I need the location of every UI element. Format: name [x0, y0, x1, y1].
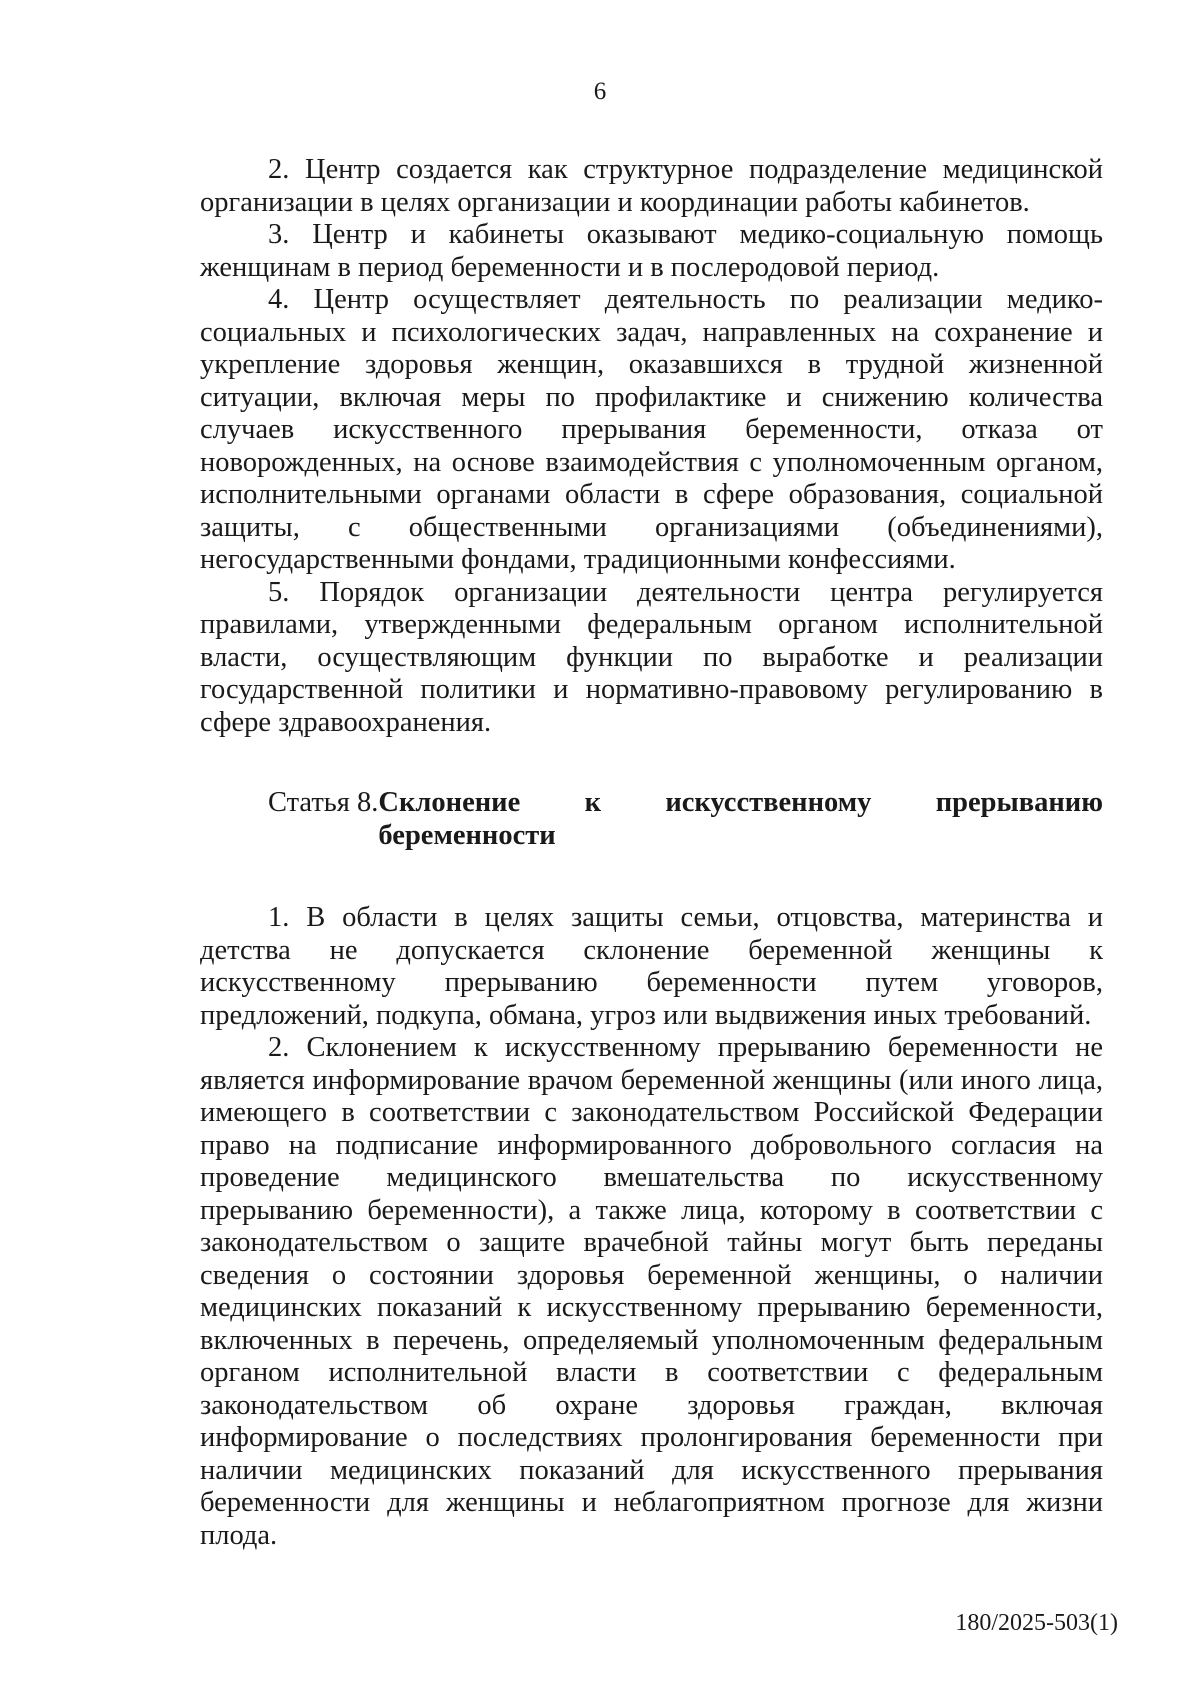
paragraph-2: 2. Центр создается как структурное подразделение медицинской организации в целях организации и координации работы кабинетов.	[200, 154, 1103, 218]
document-body	[200, 154, 1103, 1552]
paragraph-4: 4. Центр осуществляет деятельность по реализации медико-социальных и психологических задач, направленных на сохранение и укрепление здоровья женщин, оказавшихся в трудной жизненной ситуации, включая меры по профилактике и снижению количества случаев искусственного прерывания беременности, отказа от новорожденных, на основе взаимодействия с уполномоченным органом, исполнительными органами области в сфере образования, социальной защиты, с общественными организациями (объединениями), негосударственными фондами, традиционными конфессиями.	[200, 284, 1103, 575]
paragraph-5: 5. Порядок организации деятельности центра регулируется правилами, утвержденными федеральным органом исполнительной власти, осуществляющим функции по выработке и реализации государственной политики и нормативно-правовому регулированию в сфере здравоохранения.	[200, 576, 1103, 738]
article-heading	[268, 787, 1103, 852]
article-title: Склонение к искусственному прерыванию беременности	[378, 787, 1103, 851]
document-code: 180/2025-503(1)	[955, 1610, 1118, 1636]
article-paragraph-2: 2. Склонением к искусственному прерыванию беременности не является информирование врачом беременной женщины (или иного лица, имеющего в соответствии с законодательством Российской Федерации право на подписание информированного добровольного согласия на проведение медицинского вмешательства по искусственному прерыванию беременности), а также лица, которому в соответствии с законодательством о защите врачебной тайны могут быть переданы сведения о состоянии здоровья беременной женщины, о наличии медицинских показаний к искусственному прерыванию беременности, включенных в перечень, определяемый уполномоченным федеральным органом исполнительной власти в соответствии с федеральным законодательством об охране здоровья граждан, включая информирование о последствиях пролонгирования беременности при наличии медицинских показаний для искусственного прерывания беременности для женщины и неблагоприятном прогнозе для жизни плода.	[200, 1032, 1103, 1551]
article-label: Статья 8.	[268, 787, 379, 818]
page-number: 6	[593, 78, 607, 105]
paragraph-3: 3. Центр и кабинеты оказывают медико-социальную помощь женщинам в период беременности и в послеродовой период.	[200, 219, 1103, 283]
article-paragraph-1: 1. В области в целях защиты семьи, отцовства, материнства и детства не допускается склонение беременной женщины к искусственному прерыванию беременности путем уговоров, предложений, подкупа, обмана, угроз или выдвижения иных требований.	[200, 902, 1103, 1031]
